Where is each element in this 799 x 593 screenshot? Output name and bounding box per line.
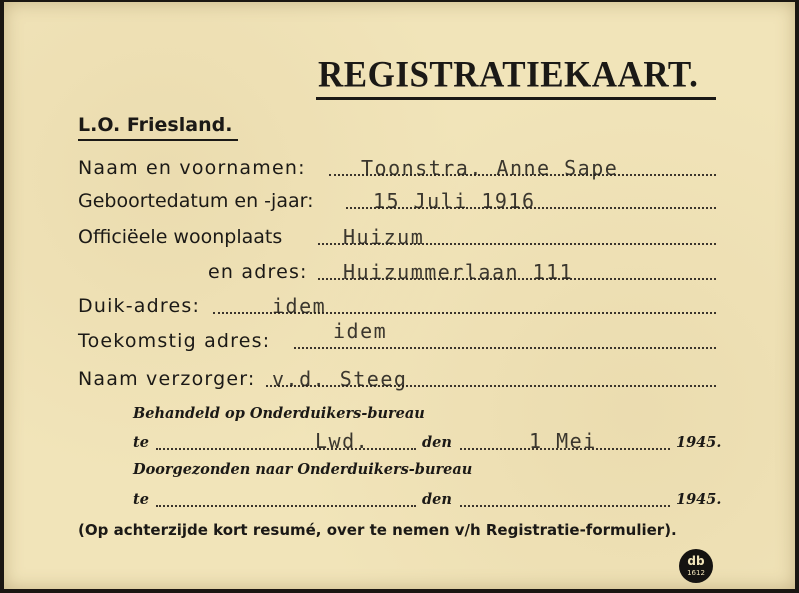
verzorger-label: Naam verzorger: <box>78 368 256 390</box>
card-title: REGISTRATIEKAART. <box>318 54 699 95</box>
behandeld-den-value: 1 Mei <box>529 429 597 453</box>
title-underline <box>316 97 716 100</box>
doorgezonden-year: 1945. <box>676 491 722 508</box>
behandeld-den-label: den <box>422 434 452 451</box>
seal-monogram: db <box>687 554 705 568</box>
verzorger-value: v.d. Steeg <box>272 367 408 391</box>
geboorte-label: Geboortedatum en -jaar: <box>78 190 314 212</box>
footnote: (Op achterzijde kort resumé, over te nemen v/h Registratie-formulier). <box>78 521 677 539</box>
doorgezonden-den-dotted-line <box>460 505 670 507</box>
duik-label: Duik-adres: <box>78 295 201 317</box>
registration-card <box>4 2 795 589</box>
archive-seal <box>679 549 713 583</box>
toekomstig-label: Toekomstig adres: <box>78 330 271 352</box>
doorgezonden-den-label: den <box>422 491 452 508</box>
behandeld-te-label: te <box>133 434 149 451</box>
geboorte-value: 15 Juli 1916 <box>373 189 536 213</box>
doorgezonden-heading: Doorgezonden naar Onderduikers-bureau <box>133 461 473 478</box>
seal-number: 1612 <box>687 569 705 577</box>
behandeld-te-dotted-line <box>156 448 416 450</box>
adres-label: en adres: <box>208 261 308 283</box>
behandeld-year: 1945. <box>676 434 722 451</box>
behandeld-te-value: Lwd. <box>315 429 370 453</box>
organization-underline <box>78 139 238 141</box>
toekomstig-value: idem <box>333 319 388 343</box>
woonplaats-value: Huizum <box>343 225 425 249</box>
adres-value: Huizummerlaan 111 <box>343 260 574 284</box>
duik-value: idem <box>272 294 327 318</box>
doorgezonden-te-dotted-line <box>156 505 416 507</box>
toekomstig-dotted-line <box>294 347 716 349</box>
naam-value: Toonstra. Anne Sape <box>361 156 619 180</box>
naam-label: Naam en voornamen: <box>78 157 306 179</box>
woonplaats-label: Officiëele woonplaats <box>78 226 283 248</box>
organization-name: L.O. Friesland. <box>78 114 233 136</box>
behandeld-heading: Behandeld op Onderduikers-bureau <box>133 405 425 422</box>
doorgezonden-te-label: te <box>133 491 149 508</box>
